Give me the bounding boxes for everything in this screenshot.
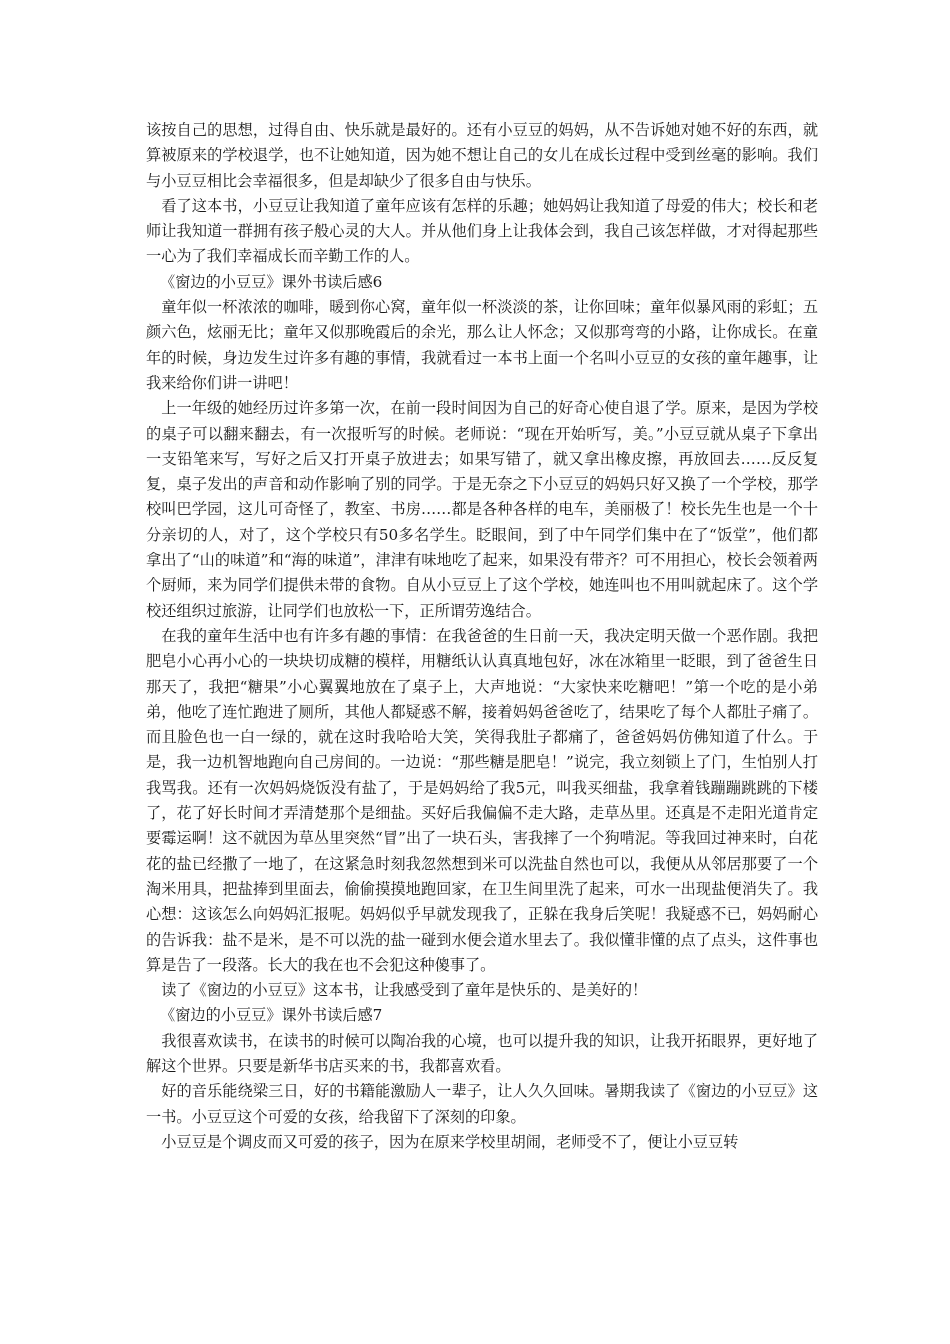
- paragraph: 小豆豆是个调皮而又可爱的孩子，因为在原来学校里胡闹，老师受不了，便让小豆豆转: [161, 1132, 739, 1151]
- paragraph: 读了《窗边的小豆豆》这本书，让我感受到了童年是快乐的、是美好的！: [161, 981, 648, 1000]
- paragraph: 上一年级的她经历过许多第一次，在前一段时间因为自己的好奇心使自退了学。原来，是因为学校的桌子可以翻来翻去，有一次报听写的时候。老师说：“现在开始听写，美。”小豆豆就从桌子下拿出一支铅笔来写，写好之后又打开桌子放进去；如果写错了，就又拿出橡皮擦，再放回去……反反复复，桌子发出的声音和动作影响了别的同学。于是无奈之下小豆豆的妈妈只好又换了一个学校，那学校叫巴学园，这儿可奇怪了，教室、书房……都是各种各样的电车，美丽极了！校长先生也是一个十分亲切的人，对了，这个学校只有50多名学生。眨眼间，到了中午同学们集中在了“饭堂”，他们都拿出了“山的味道”和“海的味道”，津津有味地吃了起来，如果没有带齐？可不用担心，校长会领着两个厨师，来为同学们提供未带的食物。自从小豆豆上了这个学校，她连叫也不用叫就起床了。这个学校还组织过旅游，让同学们也放松一下，正所谓劳逸结合。: [146, 399, 818, 620]
- section-heading: 《窗边的小豆豆》课外书读后感6: [160, 272, 383, 291]
- document-body: [146, 118, 818, 1155]
- section-heading: 《窗边的小豆豆》课外书读后感7: [160, 1006, 383, 1025]
- paragraph: 我很喜欢读书，在读书的时候可以陶冶我的心境，也可以提升我的知识，让我开拓眼界，更好地了解这个世界。只要是新华书店买来的书，我都喜欢看。: [146, 1031, 818, 1075]
- paragraph: 看了这本书，小豆豆让我知道了童年应该有怎样的乐趣；她妈妈让我知道了母爱的伟大；校长和老师让我知道一群拥有孩子般心灵的大人。并从他们身上让我体会到，我自己该怎样做，才对得起那些一心为了我们幸福成长而辛勤工作的人。: [146, 196, 818, 266]
- paragraph: 在我的童年生活中也有许多有趣的事情：在我爸爸的生日前一天，我决定明天做一个恶作剧。我把肥皂小心再小心的一块块切成糖的模样，用糖纸认认真真地包好，冰在冰箱里一眨眼，到了爸爸生日那天了，我把“糖果”小心翼翼地放在了桌子上，大声地说：“大家快来吃糖吧！”第一个吃的是小弟弟，他吃了连忙跑进了厕所，其他人都疑惑不解，接着妈妈爸爸吃了，结果吃了每个人都肚子痛了。而且脸色也一白一绿的，就在这时我哈哈大笑，笑得我肚子都痛了，爸爸妈妈仿佛知道了什么。于是，我一边机智地跑向自己房间的。一边说：“那些糖是肥皂！”说完，我立刻锁上了门，生怕别人打我骂我。还有一次妈妈烧饭没有盐了，于是妈妈给了我5元，叫我买细盐，我拿着钱蹦蹦跳跳的下楼了，花了好长时间才弄清楚那个是细盐。买好后我偏偏不走大路，走草丛里。还真是不走阳光道肯定要霉运啊！这不就因为草丛里突然“冒”出了一块石头，害我摔了一个狗啃泥。等我回过神来时，白花花的盐已经撒了一地了，在这紧急时刻我忽然想到米可以洗盐自然也可以，我便从从邻居那要了一个淘米用具，把盐捧到里面去，偷偷摸摸地跑回家，在卫生间里洗了起来，可水一出现盐便消失了。我心想：这该怎么向妈妈汇报呢。妈妈似乎早就发现我了，正躲在我身后笑呢！我疑惑不已，妈妈耐心的告诉我：盐不是米，是不可以洗的盐一碰到水便会道水里去了。我似懂非懂的点了点头，这件事也算是告了一段落。长大的我在也不会犯这种傻事了。: [146, 626, 818, 974]
- paragraph: 童年似一杯浓浓的咖啡，暖到你心窝，童年似一杯淡淡的茶，让你回味；童年似暴风雨的彩虹；五颜六色，炫丽无比；童年又似那晚霞后的余光，那么让人怀念；又似那弯弯的小路，让你成长。在童年的时候，身边发生过许多有趣的事情，我就看过一本书上面一个名叫小豆豆的女孩的童年趣事，让我来给你们讲一讲吧！: [146, 298, 818, 392]
- paragraph: 该按自己的思想，过得自由、快乐就是最好的。还有小豆豆的妈妈，从不告诉她对她不好的东西，就算被原来的学校退学，也不让她知道，因为她不想让自己的女儿在成长过程中受到丝毫的影响。我们与小豆豆相比会幸福很多，但是却缺少了很多自由与快乐。: [146, 121, 818, 190]
- paragraph: 好的音乐能绕梁三日，好的书籍能激励人一辈子，让人久久回味。暑期我读了《窗边的小豆豆》这一书。小豆豆这个可爱的女孩，给我留下了深刻的印象。: [146, 1082, 818, 1126]
